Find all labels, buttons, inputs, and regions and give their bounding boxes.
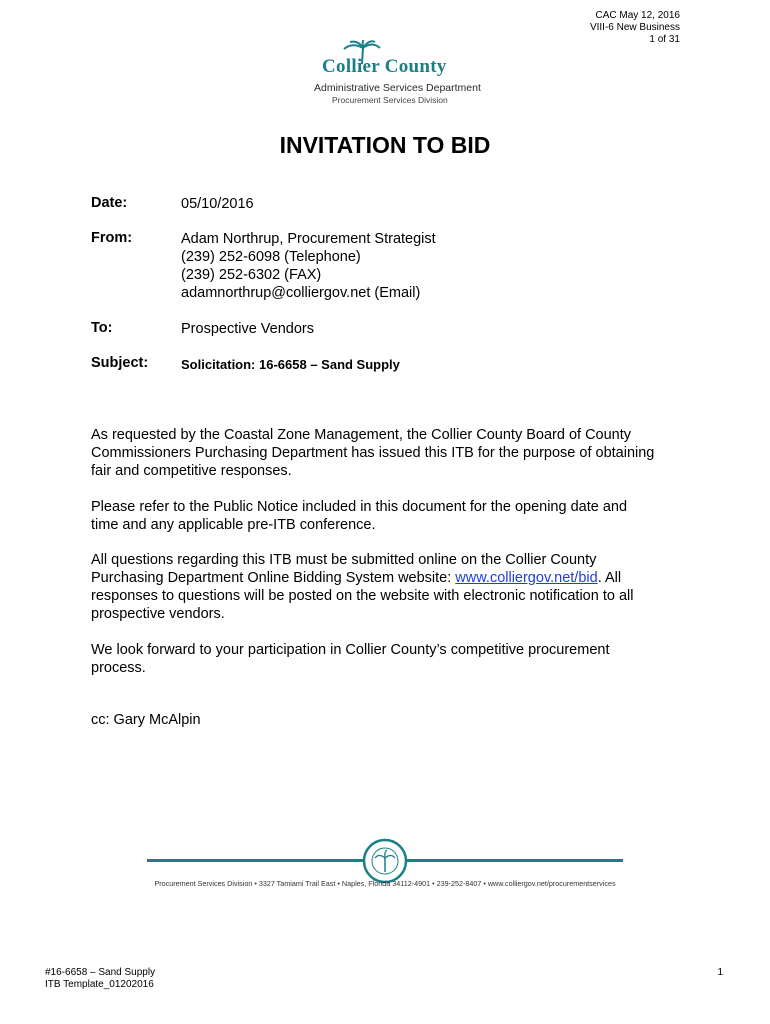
paragraph-line: process. [91, 660, 146, 676]
page-number: 1 [717, 967, 723, 978]
date-value: 05/10/2016 [181, 196, 254, 212]
collier-county-logo [300, 42, 480, 107]
cac-line3: 1 of 31 [649, 34, 680, 45]
paragraph-line: prospective vendors. [91, 606, 225, 622]
cac-line2: VIII-6 New Business [589, 22, 680, 33]
page-title: INVITATION TO BID [279, 132, 491, 158]
paragraph-line: We look forward to your participation in Collier County’s competitive procurement [91, 642, 610, 658]
paragraph-closing [91, 641, 691, 677]
to-label: To: [91, 320, 113, 336]
cac-header [460, 10, 680, 46]
footer-rule-right [405, 859, 623, 862]
paragraph-line: Please refer to the Public Notice included in this document for the opening date and [91, 499, 628, 515]
logo-department: Administrative Services Department [314, 82, 481, 94]
paragraph-questions [91, 551, 691, 623]
paragraph-line: All questions regarding this ITB must be submitted online on the Collier County [91, 552, 597, 568]
from-phone: (239) 252-6098 (Telephone) [181, 249, 361, 265]
footer-template: ITB Template_01202016 [45, 978, 154, 990]
paragraph-line: As requested by the Coastal Zone Management, the Collier County Board of County [91, 427, 632, 443]
from-email: adamnorthrup@colliergov.net (Email) [181, 285, 421, 301]
from-fax: (239) 252-6302 (FAX) [181, 267, 322, 283]
cc-line: cc: Gary McAlpin [91, 712, 201, 728]
paragraph-text: . All [597, 570, 622, 586]
logo-division: Procurement Services Division [332, 95, 448, 105]
paragraph-line: responses to questions will be posted on the website with electronic notification to all [91, 588, 634, 604]
footer-doc-id: #16-6658 – Sand Supply [45, 967, 156, 978]
subject-label: Subject: [91, 355, 149, 371]
footer-rule-left [147, 859, 365, 862]
cac-line1: CAC May 12, 2016 [595, 10, 680, 21]
to-value: Prospective Vendors [181, 321, 314, 337]
subject-value: Solicitation: 16-6658 – Sand Supply [181, 357, 400, 372]
paragraph-line [91, 569, 691, 587]
date-label: Date: [91, 195, 128, 211]
paragraph-text: Purchasing Department Online Bidding System website: [91, 570, 456, 586]
county-seal-icon [362, 838, 408, 884]
footer-doc-info [45, 967, 155, 990]
footer-address: Procurement Services Division • 3327 Tamiami Trail East • Naples, Florida 34112-4901 • 239-252-8407 • www.colliergov.net/procurementservices [154, 879, 616, 888]
paragraph-line: Commissioners Purchasing Department has issued this ITB for the purpose of obtaining [91, 445, 655, 461]
paragraph-intro [91, 426, 691, 480]
paragraph-line: fair and competitive responses. [91, 463, 292, 479]
from-label: From: [91, 230, 133, 246]
paragraph-line: time and any applicable pre-ITB conference. [91, 517, 376, 533]
bid-website-link[interactable]: www.colliergov.net/bid [455, 570, 598, 586]
paragraph-public-notice [91, 498, 691, 534]
logo-name: Collier County [322, 56, 447, 77]
from-name: Adam Northrup, Procurement Strategist [181, 231, 436, 247]
from-block [181, 230, 436, 302]
